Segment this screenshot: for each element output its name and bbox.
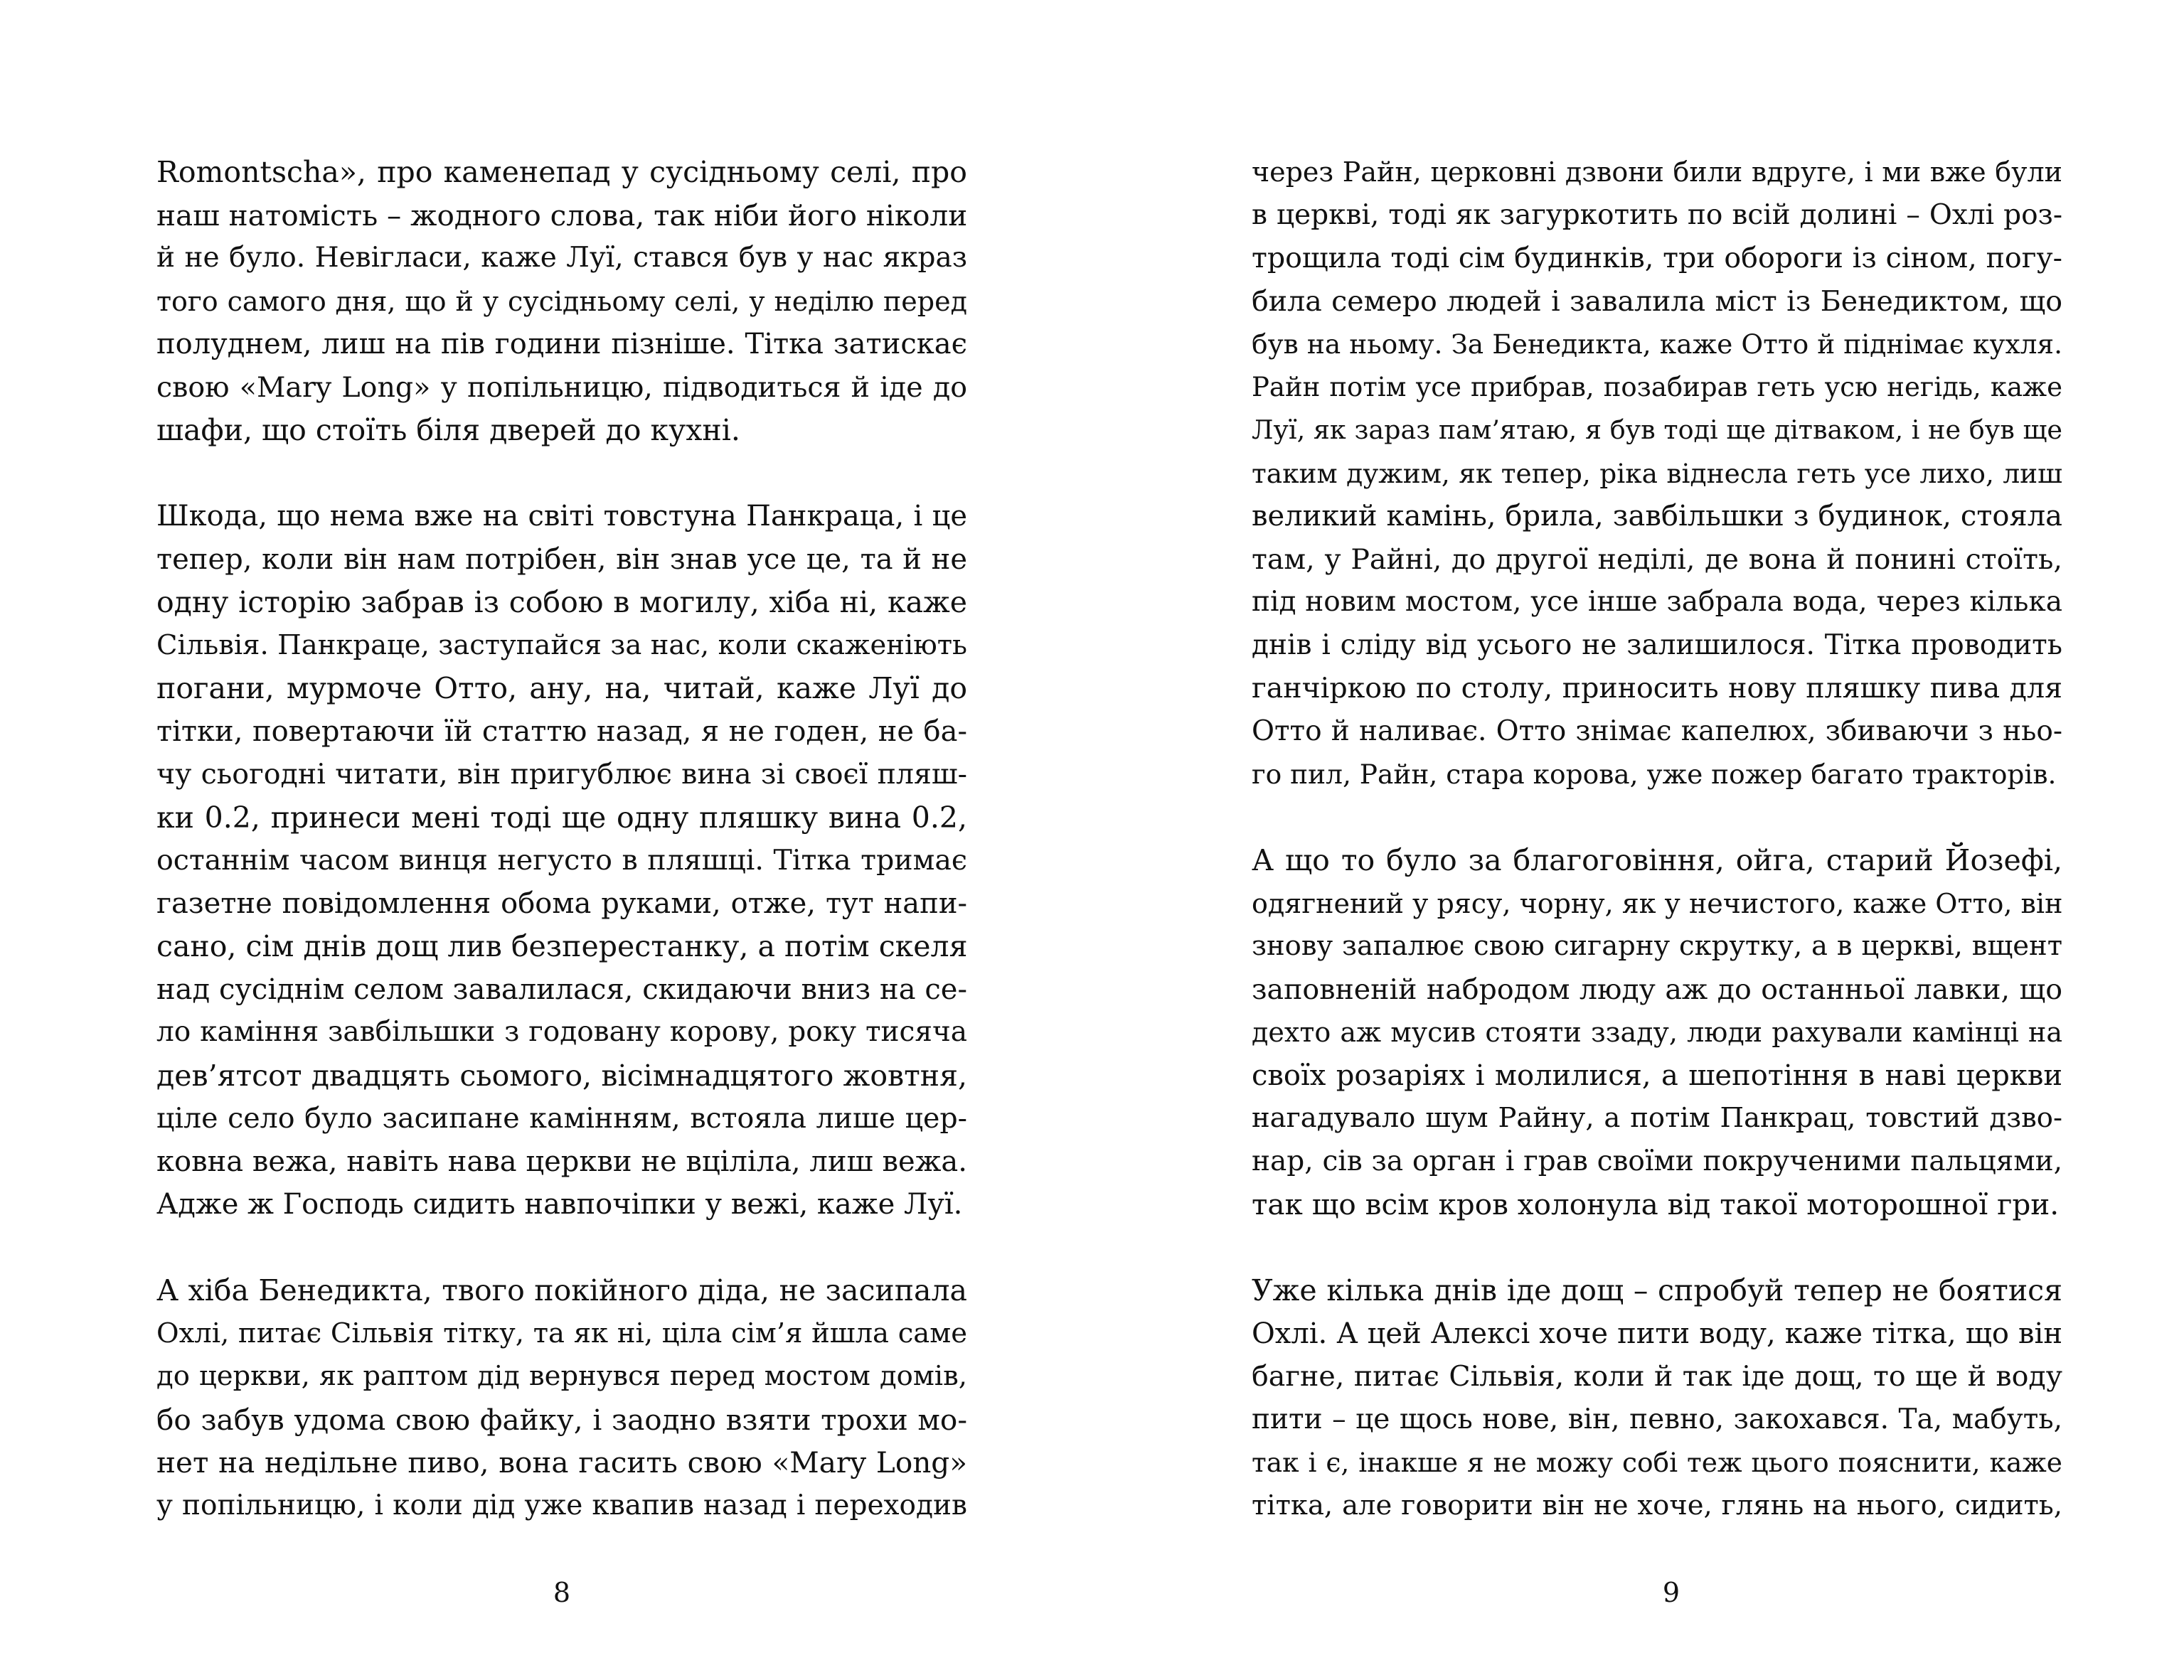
right-paragraph-1	[1252, 151, 2062, 796]
text-line: Шкода, що нема вже на світі товстуна Панкраца, і це	[156, 500, 967, 533]
text-line: сано, сім днів дощ лив безперестанку, а потім скеля	[156, 929, 968, 963]
text-line: Охлі, питає Сільвія тітку, та як ні, ціла сім’я йшла саме	[156, 1317, 967, 1349]
text-line: Отто й наливає. Отто знімає капелюх, збиваючи з ньо-	[1252, 715, 2062, 747]
text-line: Охлі. А цей Алексі хоче пити воду, каже тітка, що він	[1252, 1317, 2062, 1350]
text-line: через Райн, церковні дзвони били вдруге, і ми вже були	[1252, 156, 2062, 188]
left-paragraph-3	[156, 1269, 967, 1527]
text-line: го пил, Райн, стара корова, уже пожер багато тракторів.	[1252, 759, 2057, 790]
text-line: Сільвія. Панкраце, заступайся за нас, коли скаженіють	[156, 628, 967, 661]
text-line: був на ньому. За Бенедикта, каже Отто й піднімає кухля.	[1252, 328, 2062, 360]
text-line: А що то було за благоговіння, ойга, старий Йозефі,	[1252, 843, 2062, 877]
text-line: Romontscha», про каменепад у сусідньому селі, про	[156, 155, 967, 189]
paragraph-gap	[1252, 796, 2062, 840]
text-line: так і є, інакше я не можу собі теж цього пояснити, каже	[1252, 1447, 2062, 1478]
right-paragraph-2	[1252, 839, 2062, 1226]
text-line: ганчіркою по столу, приносить нову пляшку пива для	[1252, 672, 2062, 705]
text-line: до церкви, як раптом дід вернувся перед мостом домів,	[156, 1360, 967, 1392]
text-line: одягнений у рясу, чорну, як у нечистого, каже Отто, він	[1252, 887, 2063, 919]
right-page-text	[1252, 151, 2062, 1527]
text-line: над сусіднім селом завалилася, скидаючи вниз на се-	[156, 973, 967, 1006]
paragraph-gap	[1252, 1226, 2062, 1270]
text-line: там, у Райні, до другої неділі, де вона й понині стоїть,	[1252, 542, 2062, 576]
text-line: й не було. Невігласи, каже Луї, стався був у нас якраз	[156, 242, 967, 274]
left-paragraph-2	[156, 495, 967, 1226]
text-line: нет на недільне пиво, вона гасить свою «Mary Long»	[156, 1445, 967, 1480]
text-line: бо забув удома свою файку, і заодно взяти трохи мо-	[156, 1402, 967, 1437]
text-line: нар, сів за орган і грав своїми покрученими пальцями,	[1252, 1145, 2062, 1177]
text-line: шафи, що стоїть біля дверей до кухні.	[156, 413, 740, 447]
text-line: газетне повідомлення обома руками, отже, тут напи-	[156, 887, 967, 920]
left-paragraph-1	[156, 151, 967, 452]
text-line: у попільницю, і коли дід уже квапив назад і переходив	[156, 1489, 967, 1521]
text-line: знову запалює свою сигарну скрутку, а в церкві, вщент	[1252, 930, 2062, 962]
paragraph-gap	[156, 452, 967, 496]
text-line: свою «Mary Long» у попільницю, підводиться й іде до	[156, 370, 967, 404]
text-line: пити – це щось нове, він, певно, закохався. Та, мабуть,	[1252, 1403, 2062, 1435]
text-line: під новим мостом, усе інше забрала вода, через кілька	[1252, 586, 2062, 618]
text-line: чу сьогодні читати, він пригублює вина зі своєї пляш-	[156, 758, 967, 791]
right-paragraph-3	[1252, 1269, 2062, 1527]
paragraph-gap	[156, 1226, 967, 1270]
text-line: тітка, але говорити він не хоче, глянь на нього, сидить,	[1252, 1489, 2062, 1521]
text-line: наш натомість – жодного слова, так ніби його ніколи	[156, 198, 968, 232]
text-line: дев’ятсот двадцять сьомого, вісімнадцятого жовтня,	[156, 1058, 967, 1093]
text-line: одну історію забрав із собою в могилу, хіба ні, каже	[156, 585, 967, 619]
text-line: ло каміння завбільшки з годовану корову, року тисяча	[156, 1016, 967, 1048]
left-page-text	[156, 151, 967, 1527]
text-line: того самого дня, що й у сусідньому селі, у неділю перед	[156, 285, 967, 317]
text-line: нагадувало шум Райну, а потім Панкрац, товстий дзво-	[1252, 1102, 2062, 1134]
text-line: ціле село було засипане камінням, встояла лише цер-	[156, 1102, 967, 1135]
page-number: 8	[553, 1577, 571, 1608]
text-line: Адже ж Господь сидить навпочіпки у вежі, каже Луї.	[156, 1188, 963, 1221]
text-line: тепер, коли він нам потрібен, він знав усе це, та й не	[156, 542, 967, 576]
text-line: своїх розаріях і молилися, а шепотіння в наві церкви	[1252, 1059, 2062, 1092]
text-line: так що всім кров холонула від такої моторошної гри.	[1252, 1187, 2060, 1221]
text-line: Луї, як зараз пам’ятаю, я був тоді ще дітваком, і не був ще	[1252, 414, 2062, 445]
text-line: великий камінь, брила, завбільшки з будинок, стояла	[1252, 500, 2062, 533]
text-line: трощила тоді сім будинків, три обороги із сіном, погу-	[1252, 242, 2062, 274]
text-line: ковна вежа, навіть нава церкви не вціліла, лиш вежа.	[156, 1145, 967, 1178]
text-line: тітки, повертаючи їй статтю назад, я не годен, не ба-	[156, 715, 967, 748]
page-number: 9	[1662, 1577, 1680, 1608]
text-line: А хіба Бенедикта, твого покійного діда, не засипала	[156, 1273, 967, 1307]
text-line: в церкві, тоді як загуркотить по всій долині – Охлі роз-	[1252, 198, 2062, 231]
text-line: погани, мурмоче Отто, ану, на, читай, каже Луї до	[156, 671, 967, 705]
text-line: полуднем, лиш на пів години пізніше. Тітка затискає	[156, 328, 967, 360]
text-line: днів і сліду від усього не залишилося. Тітка проводить	[1252, 628, 2062, 661]
text-line: таким дужим, як тепер, ріка віднесла геть усе лихо, лиш	[1252, 457, 2062, 489]
text-line: Райн потім усе прибрав, позабирав геть усю негідь, каже	[1252, 371, 2062, 402]
text-line: останнім часом винця негусто в пляшці. Тітка тримає	[156, 844, 967, 877]
text-line: дехто аж мусив стояти ззаду, люди рахували камінці на	[1252, 1017, 2062, 1048]
text-line: Уже кілька днів іде дощ – спробуй тепер не боятися	[1252, 1273, 2062, 1307]
text-line: багне, питає Сільвія, коли й так іде дощ, то ще й воду	[1252, 1360, 2062, 1393]
text-line: заповненій набродом люду аж до останньої лавки, що	[1252, 973, 2062, 1006]
text-line: ки 0.2, принеси мені тоді ще одну пляшку вина 0.2,	[156, 800, 967, 835]
right-page	[1092, 0, 2184, 1680]
text-line: била семеро людей і завалила міст із Бенедиктом, що	[1252, 284, 2062, 318]
